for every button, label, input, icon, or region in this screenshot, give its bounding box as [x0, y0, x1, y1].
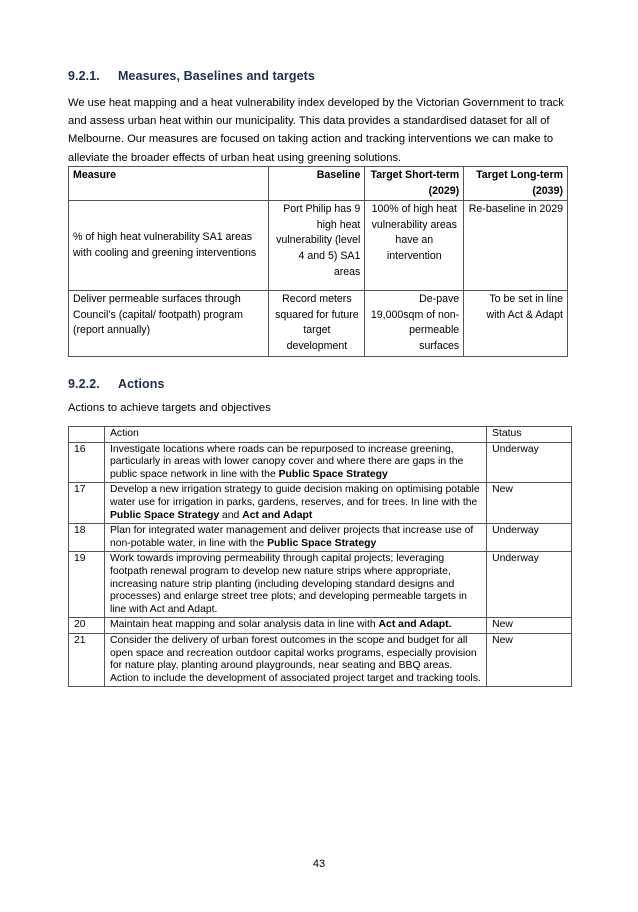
action-text: Plan for integrated water management and deliver projects that increase use of non-potable water, in line with the Public Space Strategy	[104, 524, 486, 552]
action-number: 21	[69, 633, 105, 686]
table-row	[69, 291, 568, 356]
action-number: 19	[69, 552, 105, 618]
table-row	[69, 618, 572, 634]
header-baseline: Baseline	[269, 167, 365, 201]
section-number: 9.2.1.	[68, 69, 100, 83]
header-status: Status	[487, 427, 572, 443]
action-number: 16	[69, 442, 105, 483]
section-heading-measures	[68, 69, 315, 83]
action-number: 18	[69, 524, 105, 552]
cell-short-term: 100% of high heat vulnerability areas have an intervention	[365, 201, 464, 291]
action-status: New	[487, 633, 572, 686]
cell-short-term: De-pave 19,000sqm of non-permeable surfaces	[365, 291, 464, 356]
action-status: Underway	[487, 524, 572, 552]
cell-long-term: To be set in line with Act & Adapt	[464, 291, 568, 356]
cell-measure: % of high heat vulnerability SA1 areas with cooling and greening interventions	[69, 201, 269, 291]
cell-baseline: Port Philip has 9 high heat vulnerability (level 4 and 5) SA1 areas	[269, 201, 365, 291]
action-status: New	[487, 483, 572, 524]
table-row	[69, 442, 572, 483]
action-text: Work towards improving permeability through capital projects; leveraging footpath renewal program to develop new nature strips where appropriate, increasing nature strip planting (including developing standard designs and processes) and enlarge street tree plots; and developing permeable targets in line with Act and Adapt.	[104, 552, 486, 618]
table-row	[69, 552, 572, 618]
page-number: 43	[312, 858, 326, 870]
table-row	[69, 483, 572, 524]
action-number: 17	[69, 483, 105, 524]
table-row	[69, 633, 572, 686]
cell-measure: Deliver permeable surfaces through Council’s (capital/ footpath) program (report annually)	[69, 291, 269, 356]
header-long-term: Target Long-term (2039)	[464, 167, 568, 201]
action-status: New	[487, 618, 572, 634]
header-short-term: Target Short-term (2029)	[365, 167, 464, 201]
section-number: 9.2.2.	[68, 377, 100, 391]
measures-table	[68, 166, 568, 357]
header-measure: Measure	[69, 167, 269, 201]
action-number: 20	[69, 618, 105, 634]
intro-paragraph: We use heat mapping and a heat vulnerability index developed by the Victorian Government to track and assess urban heat within our municipality. This data provides a standardised dataset for all of Melbourne. Our measures are focused on taking action and tracking interventions we can make to alleviate the broader effects of urban heat using greening solutions.	[68, 97, 564, 164]
cell-long-term: Re-baseline in 2029	[464, 201, 568, 291]
action-status: Underway	[487, 442, 572, 483]
section-title: Measures, Baselines and targets	[118, 69, 315, 83]
header-number	[69, 427, 105, 443]
action-status: Underway	[487, 552, 572, 618]
actions-table	[68, 426, 572, 687]
action-text: Consider the delivery of urban forest outcomes in the scope and budget for all open space and recreation outdoor capital works programs, especially provision for nature play, planting around playgrounds, near seating and BBQ areas. Action to include the development of associated project target and tracking tools.	[104, 633, 486, 686]
section-title: Actions	[118, 377, 165, 391]
actions-intro: Actions to achieve targets and objectives	[68, 402, 271, 414]
table-header-row	[69, 167, 568, 201]
cell-baseline: Record meters squared for future target development	[269, 291, 365, 356]
table-row	[69, 201, 568, 291]
table-row	[69, 524, 572, 552]
action-text: Investigate locations where roads can be repurposed to increase greening, particularly in areas with lower canopy cover and where there are gaps in the public space network in line with the Public Space Strategy	[104, 442, 486, 483]
action-text: Maintain heat mapping and solar analysis data in line with Act and Adapt.	[104, 618, 486, 634]
section-heading-actions	[68, 377, 165, 391]
header-action: Action	[104, 427, 486, 443]
table-header-row	[69, 427, 572, 443]
action-text: Develop a new irrigation strategy to guide decision making on optimising potable water use for irrigation in parks, gardens, reserves, and for trees. In line with the Public Space Strategy and Act and Adapt	[104, 483, 486, 524]
